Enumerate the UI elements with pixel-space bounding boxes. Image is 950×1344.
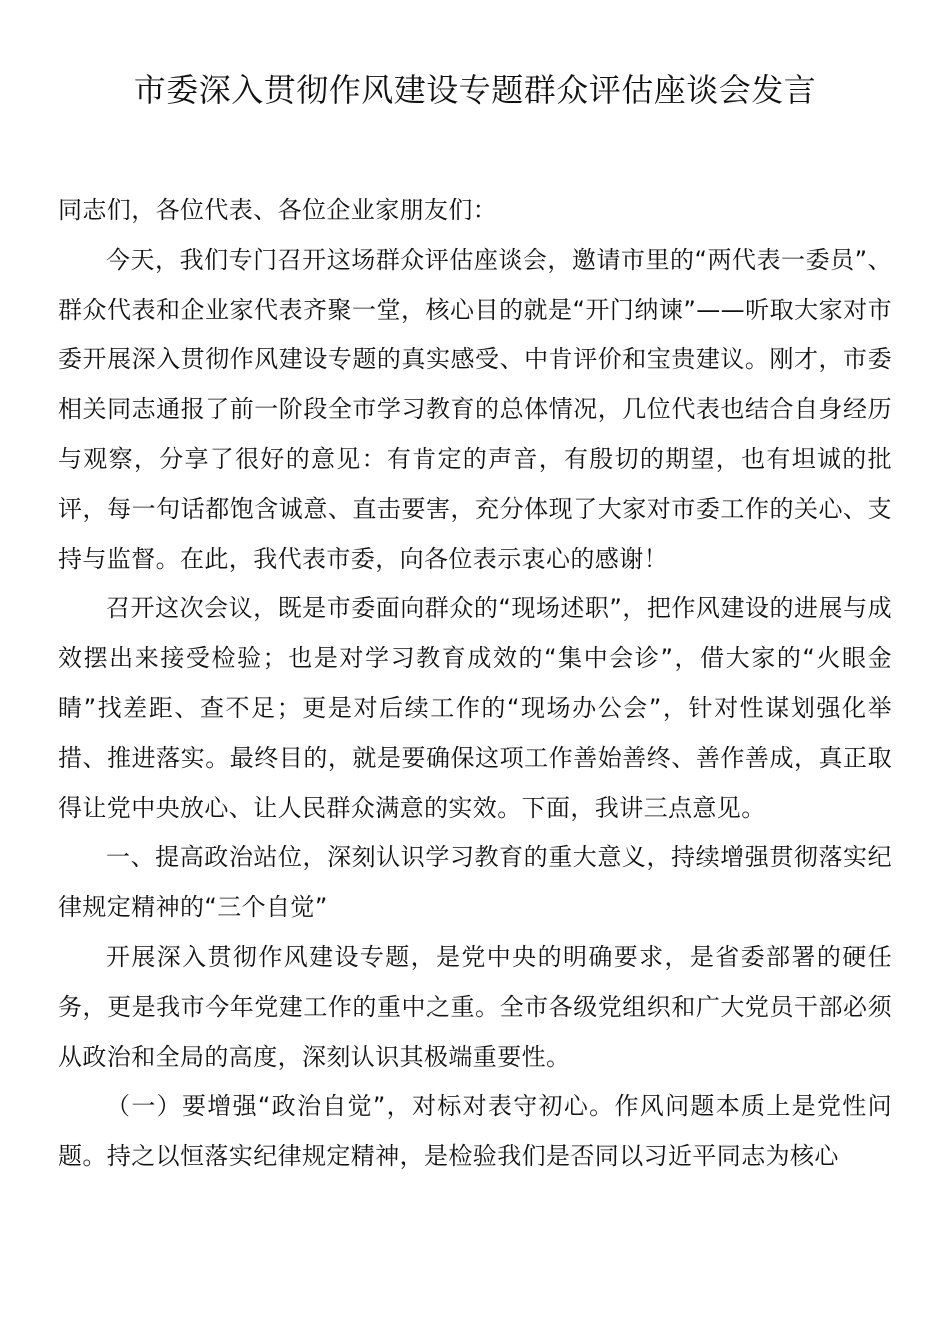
salutation: 同志们，各位代表、各位企业家朋友们： bbox=[58, 196, 498, 224]
paragraph-opening: 今天，我们专门召开这场群众评估座谈会，邀请市里的“两代表一委员”、群众代表和企业家代表齐聚一堂，核心目的就是“开门纳谏”——听取大家对市委开展深入贯彻作风建设专题的真实感受、中肯评价和宝贵建议。刚才，市委相关同志通报了前一阶段全市学习教育的总体情况，几位代表也结合自身经历与观察，分享了很好的意见：有肯定的声音，有殷切的期望，也有坦诚的批评，每一句话都饱含诚意、直击要害，充分体现了大家对市委工作的关心、支持与监督。在此，我代表市委，向各位表示衷心的感谢！ bbox=[58, 245, 892, 573]
document-body bbox=[58, 186, 892, 1182]
document-title: 市委深入贯彻作风建设专题群众评估座谈会发言 bbox=[133, 71, 817, 109]
subsection-1-paragraph: （一）要增强“政治自觉”，对标对表守初心。作风问题本质上是党性问题。持之以恒落实纪律规定精神，是检验我们是否同以习近平同志为核心 bbox=[58, 1092, 892, 1171]
paragraph-purpose: 召开这次会议，既是市委面向群众的“现场述职”，把作风建设的进展与成效摆出来接受检验；也是对学习教育成效的“集中会诊”，借大家的“火眼金睛”找差距、查不足；更是对后续工作的“现场办公会”，针对性谋划强化举措、推进落实。最终目的，就是要确保这项工作善始善终、善作善成，真正取得让党中央放心、让人民群众满意的实效。下面，我讲三点意见。 bbox=[58, 594, 892, 822]
section-1-paragraph: 开展深入贯彻作风建设专题，是党中央的明确要求，是省委部署的硬任务，更是我市今年党建工作的重中之重。全市各级党组织和广大党员干部必须从政治和全局的高度，深刻认识其极端重要性。 bbox=[58, 942, 892, 1071]
section-heading-1: 一、提高政治站位，深刻认识学习教育的重大意义，持续增强贯彻落实纪律规定精神的“三个自觉” bbox=[58, 843, 892, 922]
